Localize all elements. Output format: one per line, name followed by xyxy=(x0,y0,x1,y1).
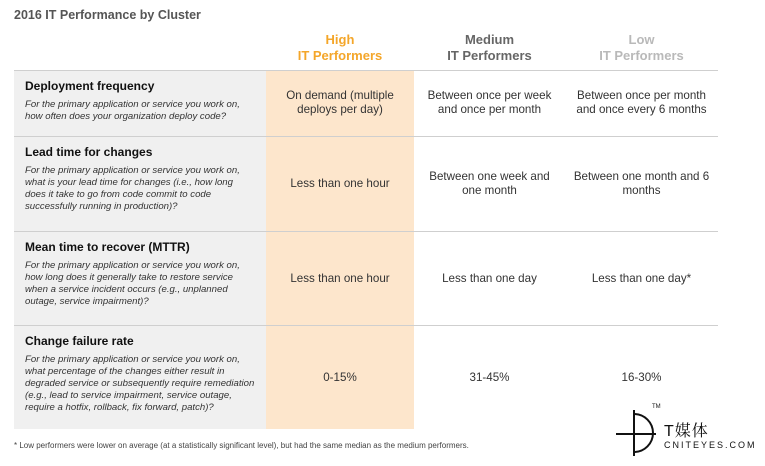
watermark-logo xyxy=(612,404,762,462)
performance-table xyxy=(14,70,718,429)
metric-name: Lead time for changes xyxy=(25,145,153,159)
cell-medium: Between once per week and once per month xyxy=(427,89,552,116)
metric-name: Deployment frequency xyxy=(25,79,155,93)
metric-description: For the primary application or service you work on, what is your lead time for changes (i.e., how long does it take to go from code commit to code successfully running in production)? xyxy=(25,165,240,212)
page-title: 2016 IT Performance by Cluster xyxy=(14,8,201,22)
header-medium-line1: Medium xyxy=(464,32,515,47)
header-low-line2: IT Performers xyxy=(599,48,684,63)
metric-description: For the primary application or service you work on, what percentage of the changes either result in degraded service or subsequently require remediation (e.g., lead to service impairment, service outage, require a hotfix, rollback, fix forward, patch)? xyxy=(25,354,255,413)
cell-high: Less than one hour xyxy=(266,232,414,325)
table-row xyxy=(14,231,718,325)
cell-high: Less than one hour xyxy=(266,137,414,231)
cell-medium: Less than one day xyxy=(442,271,537,285)
metric-name: Mean time to recover (MTTR) xyxy=(25,240,190,254)
footnote: * Low performers were lower on average (at a statistically significant level), but had the same median as the medium performers. xyxy=(14,441,469,450)
trademark-mark: TM xyxy=(652,404,661,410)
metric-name: Change failure rate xyxy=(25,334,134,348)
row-label xyxy=(14,137,266,231)
header-high-performers xyxy=(266,32,414,72)
row-label xyxy=(14,326,266,429)
header-low-line1: Low xyxy=(628,32,655,47)
header-medium-performers xyxy=(414,32,565,72)
cell-low: 16-30% xyxy=(621,370,662,384)
header-high-line1: High xyxy=(325,32,355,47)
watermark-subtitle: CNITEYES.COM xyxy=(664,440,757,450)
logo-mark-icon xyxy=(612,404,662,462)
header-medium-line2: IT Performers xyxy=(447,48,532,63)
row-label xyxy=(14,71,266,136)
cell-high: On demand (multiple deploys per day) xyxy=(266,71,414,136)
metric-description: For the primary application or service you work on, how long does it generally take to restore service when a service incident occurs (e.g., unplanned outage, service impairment)? xyxy=(25,260,240,307)
cell-low: Between one month and 6 months xyxy=(573,170,710,197)
table-row xyxy=(14,70,718,136)
cell-medium: 31-45% xyxy=(469,370,510,384)
cell-medium: Between one week and one month xyxy=(429,170,550,197)
row-label xyxy=(14,232,266,325)
header-high-line2: IT Performers xyxy=(297,48,383,63)
header-low-performers xyxy=(565,32,718,72)
cell-low: Less than one day* xyxy=(591,271,692,285)
watermark-name: T媒体 xyxy=(664,423,709,440)
table-row xyxy=(14,136,718,231)
column-headers xyxy=(266,32,718,72)
metric-description: For the primary application or service you work on, how often does your organization deploy code? xyxy=(25,99,240,122)
cell-low: Between once per month and once every 6 months xyxy=(576,89,707,116)
cell-high: 0-15% xyxy=(266,326,414,429)
